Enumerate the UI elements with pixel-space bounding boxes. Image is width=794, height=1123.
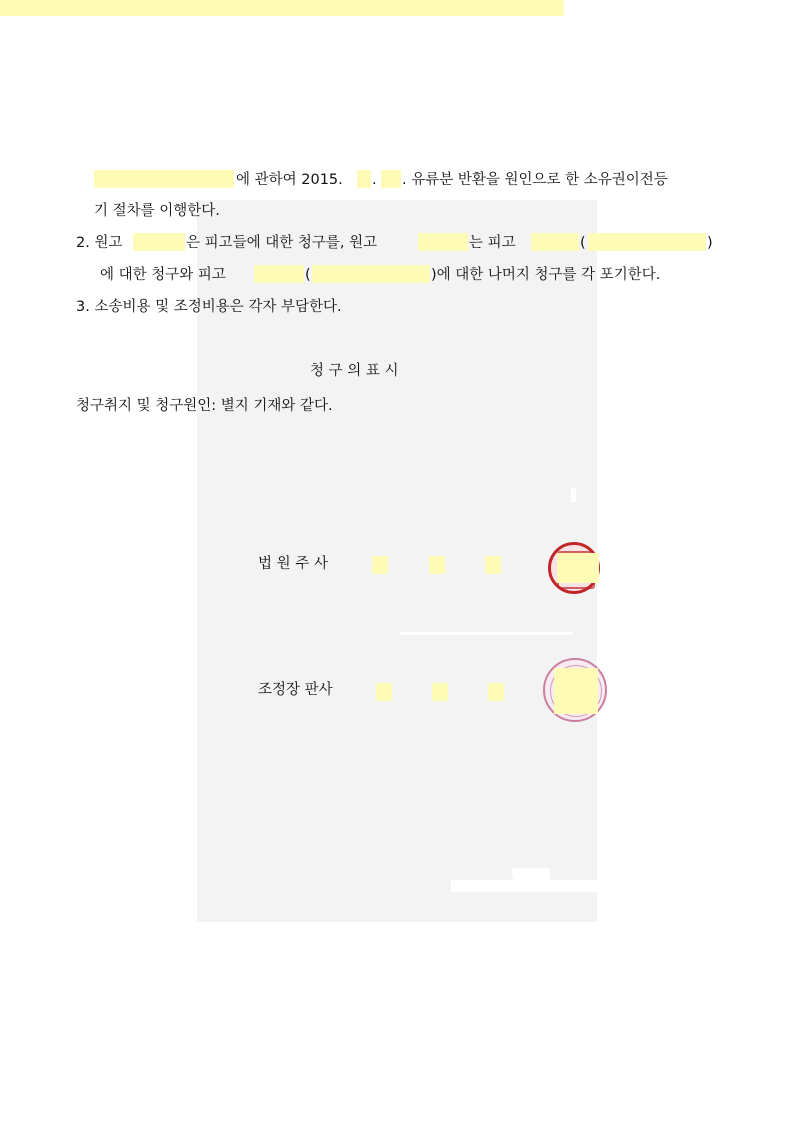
redacted-plaintiff-1 (133, 233, 185, 251)
redacted-judge-name-1 (376, 683, 392, 701)
redacted-property (94, 170, 234, 188)
redacted-seal-2 (554, 668, 598, 714)
scan-artifact-line (400, 632, 572, 635)
item2-text-b: 는 피고 (469, 235, 516, 251)
item2-paren-open: ( (580, 235, 586, 251)
signature-court-clerk-label: 법 원 주 사 (258, 556, 328, 572)
item2-paren-close: ) (707, 235, 713, 251)
item2-line2-text-b: )에 대한 나머지 청구를 각 포기한다. (431, 267, 661, 283)
redacted-defendant-1 (531, 233, 579, 251)
line1-text-a: 에 관하여 2015. (236, 172, 343, 188)
redacted-clerk-name-2 (429, 556, 445, 574)
line1-text-b: . (372, 172, 377, 188)
redacted-plaintiff-2 (418, 233, 468, 251)
item3-text: 3. 소송비용 및 조정비용은 각자 부담한다. (76, 299, 342, 315)
redacted-defendant-2-detail (312, 265, 430, 283)
redacted-clerk-name-3 (485, 556, 501, 574)
redacted-judge-name-3 (488, 683, 504, 701)
section-body: 청구취지 및 청구원인: 별지 기재와 같다. (76, 398, 333, 414)
item2-prefix: 2. 원고 (76, 235, 123, 251)
redacted-defendant-1-detail (588, 233, 706, 251)
redacted-seal-1 (557, 553, 599, 583)
top-redaction (0, 0, 564, 16)
section-title: 청 구 의 표 시 (310, 363, 399, 379)
redacted-judge-name-2 (432, 683, 448, 701)
item2-text-a: 은 피고들에 대한 청구를, 원고 (186, 235, 378, 251)
scan-artifact-mark (571, 488, 576, 502)
line2-text: 기 절차를 이행한다. (94, 203, 220, 219)
item2-line2-paren-open: ( (305, 267, 311, 283)
signature-judge-label: 조정장 판사 (258, 682, 333, 698)
redacted-day (381, 170, 401, 188)
item2-line2-text-a: 에 대한 청구와 피고 (100, 267, 226, 283)
line1-text-c: . 유류분 반환을 원인으로 한 소유권이전등 (402, 172, 668, 188)
redacted-clerk-name-1 (372, 556, 388, 574)
redacted-month (357, 170, 371, 188)
redacted-defendant-2 (254, 265, 304, 283)
